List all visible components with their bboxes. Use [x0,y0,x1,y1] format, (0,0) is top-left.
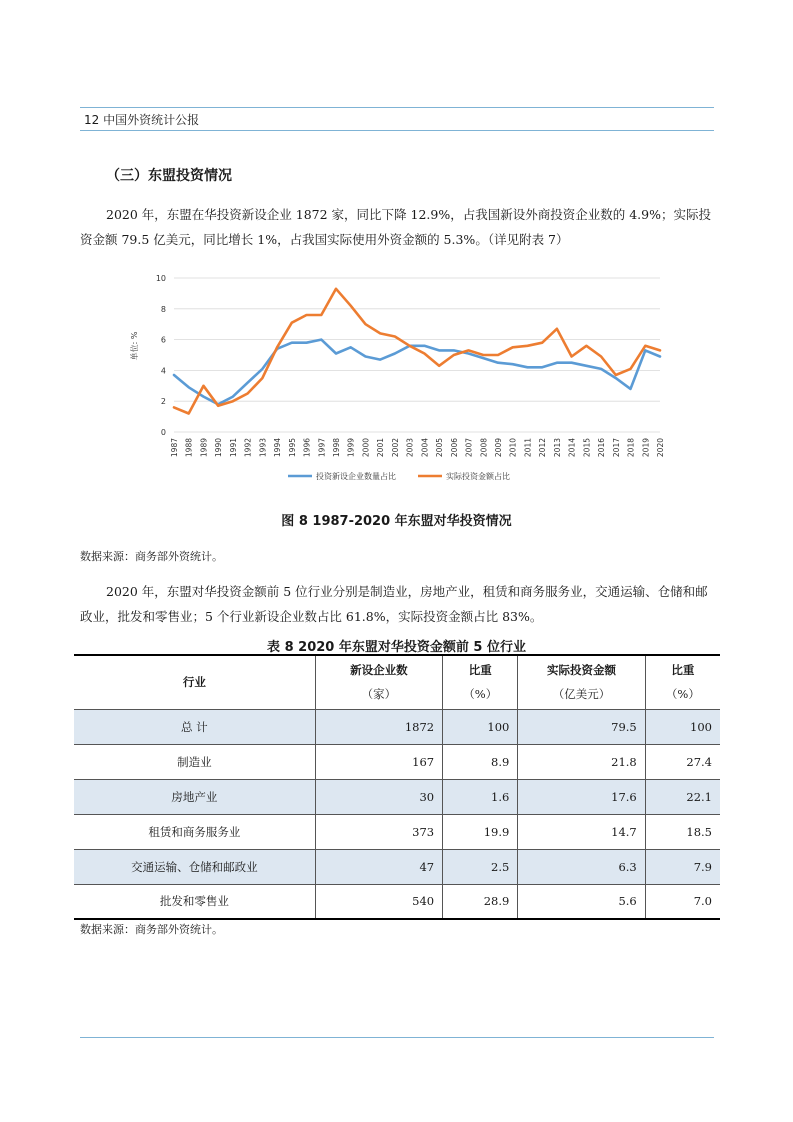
x-tick-label-2016: 2016 [597,438,607,458]
figure-source: 数据来源：商务部外资统计。 [80,550,223,563]
row-actual-amount: 5.6 [518,884,645,919]
table-header-row [74,655,720,709]
y-tick-label-8: 8 [160,304,166,314]
row-new-firms: 373 [315,814,442,849]
paragraph-top-industries: 2020 年，东盟对华投资金额前 5 位行业分别是制造业，房地产业，租赁和商务服务业，交通运输、仓储和邮政业，批发和零售业；5 个行业新设企业数占比 61.8%，实际投资金额占比 83%。 [80,584,708,624]
y-tick-label-4: 4 [160,366,166,376]
x-tick-label-2007: 2007 [464,438,474,458]
x-tick-label-1987: 1987 [170,438,179,458]
x-tick-label-2002: 2002 [390,438,400,458]
x-tick-label-2006: 2006 [449,438,459,458]
x-tick-label-1989: 1989 [199,438,209,458]
header-top-rule [80,107,714,108]
header-bottom-rule [80,130,714,131]
section-title: （三）东盟投资情况 [106,168,232,184]
legend-label-series-0: 投资新设企业数量占比 [316,472,396,481]
y-tick-label-6: 6 [160,335,166,345]
x-tick-label-2001: 2001 [376,438,386,458]
x-tick-label-1996: 1996 [302,438,312,458]
row-industry: 制造业 [74,744,315,779]
x-tick-label-1994: 1994 [273,438,283,458]
series-line-1 [174,289,660,414]
row-new-firms: 1872 [315,709,442,744]
row-industry: 交通运输、仓储和邮政业 [74,849,315,884]
x-tick-label-1998: 1998 [332,438,341,458]
row-share-amount: 7.9 [645,849,720,884]
x-tick-label-2017: 2017 [611,438,621,458]
row-share-firms: 19.9 [443,814,518,849]
row-actual-amount: 14.7 [518,814,645,849]
x-tick-label-2015: 2015 [582,438,592,458]
row-industry: 房地产业 [74,779,315,814]
row-new-firms: 167 [315,744,442,779]
row-share-amount: 22.1 [645,779,720,814]
row-actual-amount: 17.6 [518,779,645,814]
x-tick-label-2019: 2019 [641,438,651,458]
header-new-firms: 新设企业数 （家） [315,655,442,709]
table-row [74,709,720,744]
row-new-firms: 540 [315,884,442,919]
row-new-firms: 47 [315,849,442,884]
chart-legend [288,471,510,481]
page-header: 12 中国外资统计公报 [84,113,200,127]
row-share-amount: 27.4 [645,744,720,779]
x-tick-label-2011: 2011 [523,438,533,458]
table-row [74,814,720,849]
x-tick-label-2004: 2004 [420,438,430,458]
x-tick-label-2010: 2010 [508,438,518,458]
x-tick-label-1993: 1993 [258,438,268,458]
x-tick-label-2012: 2012 [538,438,548,458]
row-industry: 总 计 [74,709,315,744]
x-tick-label-2020: 2020 [656,438,665,458]
table-row [74,884,720,919]
chart-x-ticks [170,438,665,457]
paragraph-asean-overview: 2020 年，东盟在华投资新设企业 1872 家，同比下降 12.9%，占我国新设外商投资企业数的 4.9%；实际投资金额 79.5 亿美元，同比增长 1%，占我国实际使用外资金额的 5.3%。（详见附表 7） [80,207,711,247]
row-share-firms: 100 [443,709,518,744]
asean-investment-line-chart [130,266,680,486]
table-row [74,744,720,779]
header-share-amount: 比重 （%） [645,655,720,709]
y-tick-label-10: 10 [155,274,166,283]
row-industry: 租赁和商务服务业 [74,814,315,849]
table-row [74,849,720,884]
chart-y-axis-label: 单位: % [130,331,139,361]
x-tick-label-2005: 2005 [435,438,445,458]
x-tick-label-2018: 2018 [626,438,636,458]
x-tick-label-1990: 1990 [214,438,224,458]
row-actual-amount: 21.8 [518,744,645,779]
x-tick-label-1992: 1992 [243,438,253,458]
header-industry: 行业 [74,655,315,709]
row-share-firms: 1.6 [443,779,518,814]
y-tick-label-2: 2 [160,397,166,407]
table-caption: 表 8 2020 年东盟对华投资金额前 5 位行业 [267,640,526,655]
header-share-firms: 比重 （%） [443,655,518,709]
x-tick-label-2013: 2013 [552,438,562,458]
x-tick-label-2009: 2009 [494,438,503,458]
table-source: 数据来源：商务部外资统计。 [80,923,223,936]
row-share-firms: 2.5 [443,849,518,884]
x-tick-label-2014: 2014 [567,438,577,458]
row-share-firms: 28.9 [443,884,518,919]
row-share-amount: 18.5 [645,814,720,849]
x-tick-label-1999: 1999 [346,438,356,458]
x-tick-label-2003: 2003 [405,438,415,458]
x-tick-label-1997: 1997 [317,438,327,458]
row-share-amount: 7.0 [645,884,720,919]
x-tick-label-2000: 2000 [361,438,371,458]
footer-rule [80,1037,714,1038]
chart-series-lines [174,289,660,414]
row-actual-amount: 6.3 [518,849,645,884]
y-tick-label-0: 0 [160,428,166,437]
chart-grid [174,278,660,432]
table-row [74,779,720,814]
row-share-firms: 8.9 [443,744,518,779]
top-industries-table [74,654,720,920]
x-tick-label-1991: 1991 [228,438,238,458]
row-actual-amount: 79.5 [518,709,645,744]
chart-y-ticks [156,274,166,437]
figure-caption: 图 8 1987-2020 年东盟对华投资情况 [281,514,512,529]
row-industry: 批发和零售业 [74,884,315,919]
row-share-amount: 100 [645,709,720,744]
legend-label-series-1: 实际投资金额占比 [446,472,510,481]
row-new-firms: 30 [315,779,442,814]
x-tick-label-2008: 2008 [479,438,489,458]
x-tick-label-1988: 1988 [184,438,194,458]
header-actual-amount: 实际投资金额 （亿美元） [518,655,645,709]
x-tick-label-1995: 1995 [287,438,297,458]
